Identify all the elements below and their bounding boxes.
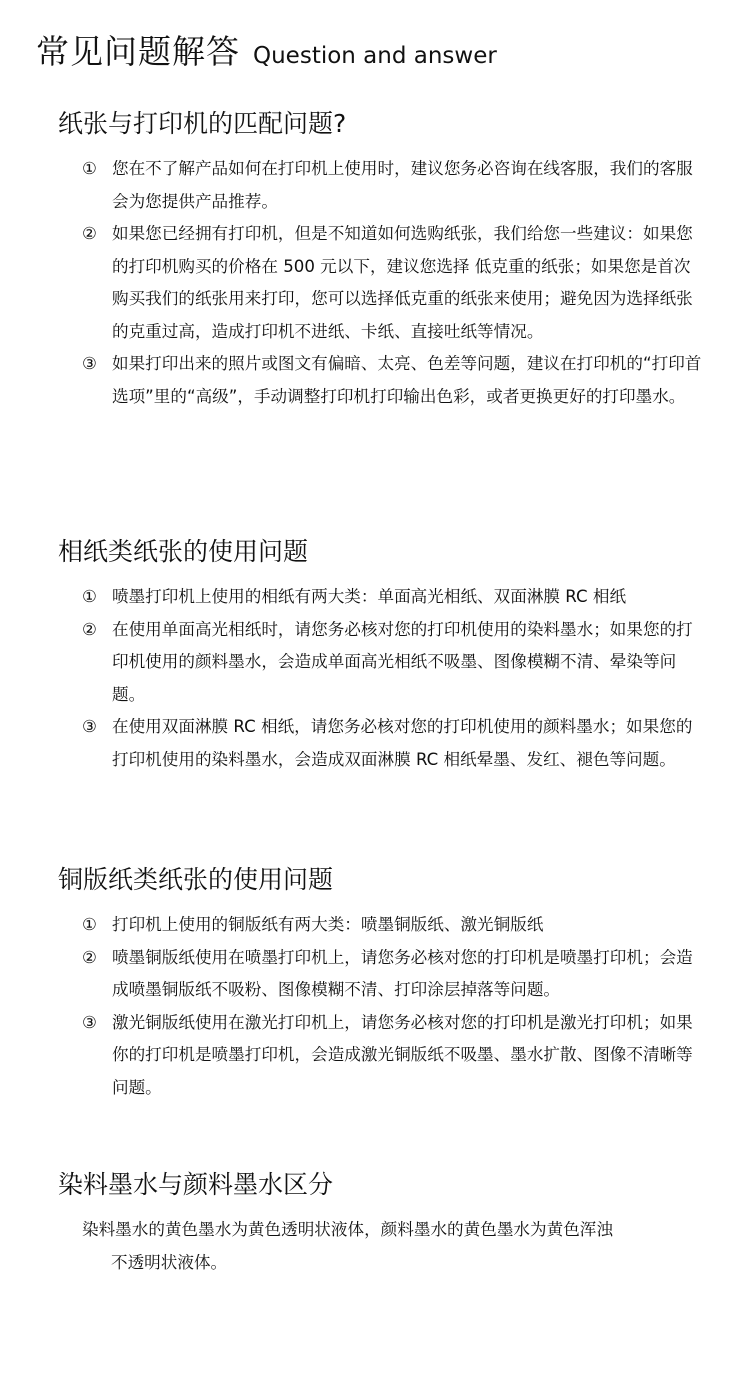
item-text: 喷墨铜版纸使用在喷墨打印机上，请您务必核对您的打印机是喷墨打印机；会造成喷墨铜版纸不吸粉、图像模糊不清、打印涂层掉落等问题。: [112, 947, 693, 999]
item-number: ②: [82, 619, 97, 639]
item-text: 喷墨打印机上使用的相纸有两大类：单面高光相纸、双面淋膜 RC 相纸: [112, 587, 627, 606]
item-number: ③: [82, 717, 97, 736]
paragraph-line: 不透明状液体。: [111, 1252, 228, 1272]
item-number: ③: [82, 354, 97, 373]
item-text: 如果您已经拥有打印机，但是不知道如何选购纸张，我们给您一些建议：如果您的打印机购买的价格在 500 元以下，建议您选择 低克重的纸张；如果您是首次购买我们的纸张用来打印，您可以选择低克重的纸张来使用；避免因为选择纸张的克重过高，造成打印机不进纸、卡纸、直接吐纸等情况。: [112, 224, 693, 341]
item-text: 如果打印出来的照片或图文有偏暗、太亮、色差等问题，建议在打印机的“打印首选项”里的“高级”，手动调整打印机打印输出色彩，或者更换更好的打印墨水。: [112, 354, 702, 406]
item-number: ③: [82, 1012, 97, 1032]
list-item: [82, 909, 707, 942]
item-number: ①: [82, 587, 97, 606]
section-title: 纸张与打印机的匹配问题?: [58, 109, 347, 138]
list-item: [82, 614, 707, 712]
list-item: [82, 153, 707, 218]
page-header: [36, 26, 497, 73]
paragraph-line: 染料墨水的黄色墨水为黄色透明状液体，颜料墨水的黄色墨水为黄色浑浊: [82, 1220, 613, 1239]
list-item: [82, 942, 707, 1007]
section-coated-paper: [58, 862, 708, 1104]
item-number: ②: [82, 947, 97, 967]
item-number: ①: [82, 915, 97, 934]
paragraph: [82, 1214, 692, 1279]
list-item: [82, 581, 707, 614]
page-title: 常见问题解答: [36, 32, 240, 71]
list-item: [82, 218, 707, 348]
item-text: 在使用双面淋膜 RC 相纸，请您务必核对您的打印机使用的颜料墨水；如果您的打印机使用的染料墨水，会造成双面淋膜 RC 相纸晕墨、发红、褪色等问题。: [112, 717, 693, 769]
section-title: 铜版纸类纸张的使用问题: [58, 865, 334, 894]
item-text: 打印机上使用的铜版纸有两大类：喷墨铜版纸、激光铜版纸: [112, 915, 544, 934]
section-title: 相纸类纸张的使用问题: [58, 537, 309, 566]
section-dye-pigment-ink: [58, 1167, 708, 1279]
item-text: 在使用单面高光相纸时，请您务必核对您的打印机使用的染料墨水；如果您的打印机使用的颜料墨水，会造成单面高光相纸不吸墨、图像模糊不清、晕染等问题。: [112, 619, 693, 704]
list-item: [82, 348, 707, 413]
item-text: 您在不了解产品如何在打印机上使用时，建议您务必咨询在线客服，我们的客服会为您提供产品推荐。: [112, 159, 693, 211]
item-number: ①: [82, 159, 97, 178]
item-text: 激光铜版纸使用在激光打印机上，请您务必核对您的打印机是激光打印机；如果你的打印机是喷墨打印机，会造成激光铜版纸不吸墨、墨水扩散、图像不清晰等问题。: [112, 1012, 693, 1097]
item-number: ②: [82, 224, 97, 243]
page-subtitle: Question and answer: [253, 43, 497, 69]
list-item: [82, 711, 707, 776]
section-paper-printer-match: [58, 106, 708, 413]
list-item: [82, 1007, 707, 1105]
section-title: 染料墨水与颜料墨水区分: [58, 1170, 334, 1199]
section-photo-paper: [58, 534, 708, 776]
